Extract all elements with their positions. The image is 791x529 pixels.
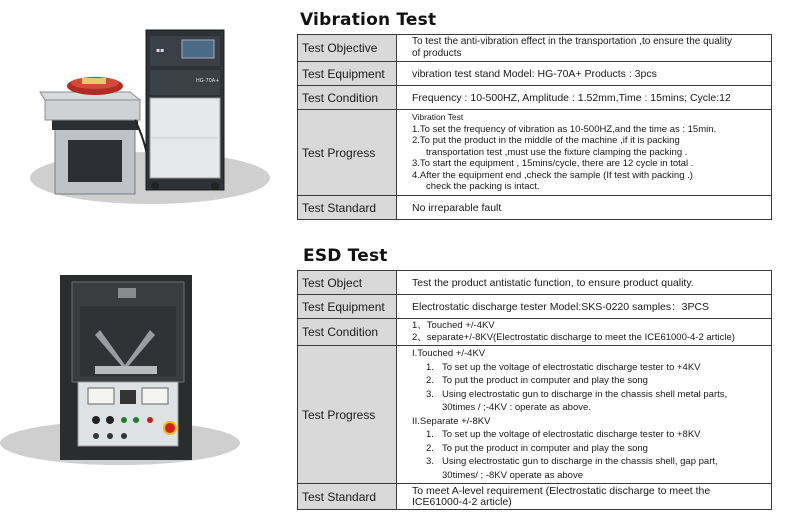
row-label: Test Objective <box>298 35 397 62</box>
table-row <box>298 110 772 196</box>
row-label: Test Progress <box>298 110 397 196</box>
table-row <box>298 35 772 62</box>
table-row <box>298 86 772 110</box>
row-label: Test Object <box>298 271 397 295</box>
row-value: I.Touched +/-4KV 1. To set up the voltage of electrostatic discharge tester to +4KV 2. To put the product in computer and play the song 3. Using electrostatic gun to discharge in the chassis shell metal parts, 30times / ;-4KV : operate as above. II.Separate +/-8KV 1. To set up the voltage of electrostatic discharge tester to +8KV 2. To put the product in computer and play the song 3. Using electrostatic gun to discharge in the chassis shell, gap part, 30times/ ; -8KV operate as above <box>397 346 772 484</box>
row-value: No irreparable fault <box>397 196 772 220</box>
esd-test-table <box>297 270 772 510</box>
row-label: Test Progress <box>298 346 397 484</box>
row-value: Test the product antistatic function, to ensure product quality. <box>397 271 772 295</box>
table-row <box>298 484 772 510</box>
row-label: Test Standard <box>298 484 397 510</box>
vibration-test-stand-photo <box>0 0 290 210</box>
row-label: Test Standard <box>298 196 397 220</box>
row-value: To meet A-level requirement (Electrostatic discharge to meet the ICE61000-4-2 article) <box>397 484 772 510</box>
table-row <box>298 319 772 346</box>
row-value: Frequency : 10-500HZ, Amplitude : 1.52mm,Time : 15mins; Cycle:12 <box>397 86 772 110</box>
row-label: Test Equipment <box>298 62 397 86</box>
row-value: Electrostatic discharge tester Model:SKS-0220 samples：3PCS <box>397 295 772 319</box>
svg-text:▪▪: ▪▪ <box>156 47 165 54</box>
row-value: vibration test stand Model: HG-70A+ Products : 3pcs <box>397 62 772 86</box>
table-row <box>298 62 772 86</box>
row-label: Test Condition <box>298 319 397 346</box>
row-value: To test the anti-vibration effect in the transportation ,to ensure the quality of products <box>397 35 772 62</box>
row-value: Vibration Test 1.To set the frequency of vibration as 10-500HZ,and the time as : 15min. 2.To put the product in the middle of the machine ,if it is packing transportation test ,must use the fixture clamping the packing . 3.To start the equipment , 15mins/cycle, there are 12 cycle in total . 4.After the equipment end ,check the sample (If test with packing .) check the packing is intact. <box>397 110 772 196</box>
table-row <box>298 271 772 295</box>
table-row <box>298 295 772 319</box>
table-row <box>298 346 772 484</box>
esd-tester-photo <box>0 270 260 470</box>
vibration-test-table <box>297 34 772 220</box>
row-value: 1、Touched +/-4KV 2、separate+/-8KV(Electrostatic discharge to meet the ICE61000-4-2 article) <box>397 319 772 346</box>
vibration-section-title: Vibration Test <box>300 10 437 30</box>
row-label: Test Condition <box>298 86 397 110</box>
row-label: Test Equipment <box>298 295 397 319</box>
esd-section-title: ESD Test <box>303 246 388 266</box>
table-row <box>298 196 772 220</box>
svg-text:HG-70A+: HG-70A+ <box>196 78 220 84</box>
